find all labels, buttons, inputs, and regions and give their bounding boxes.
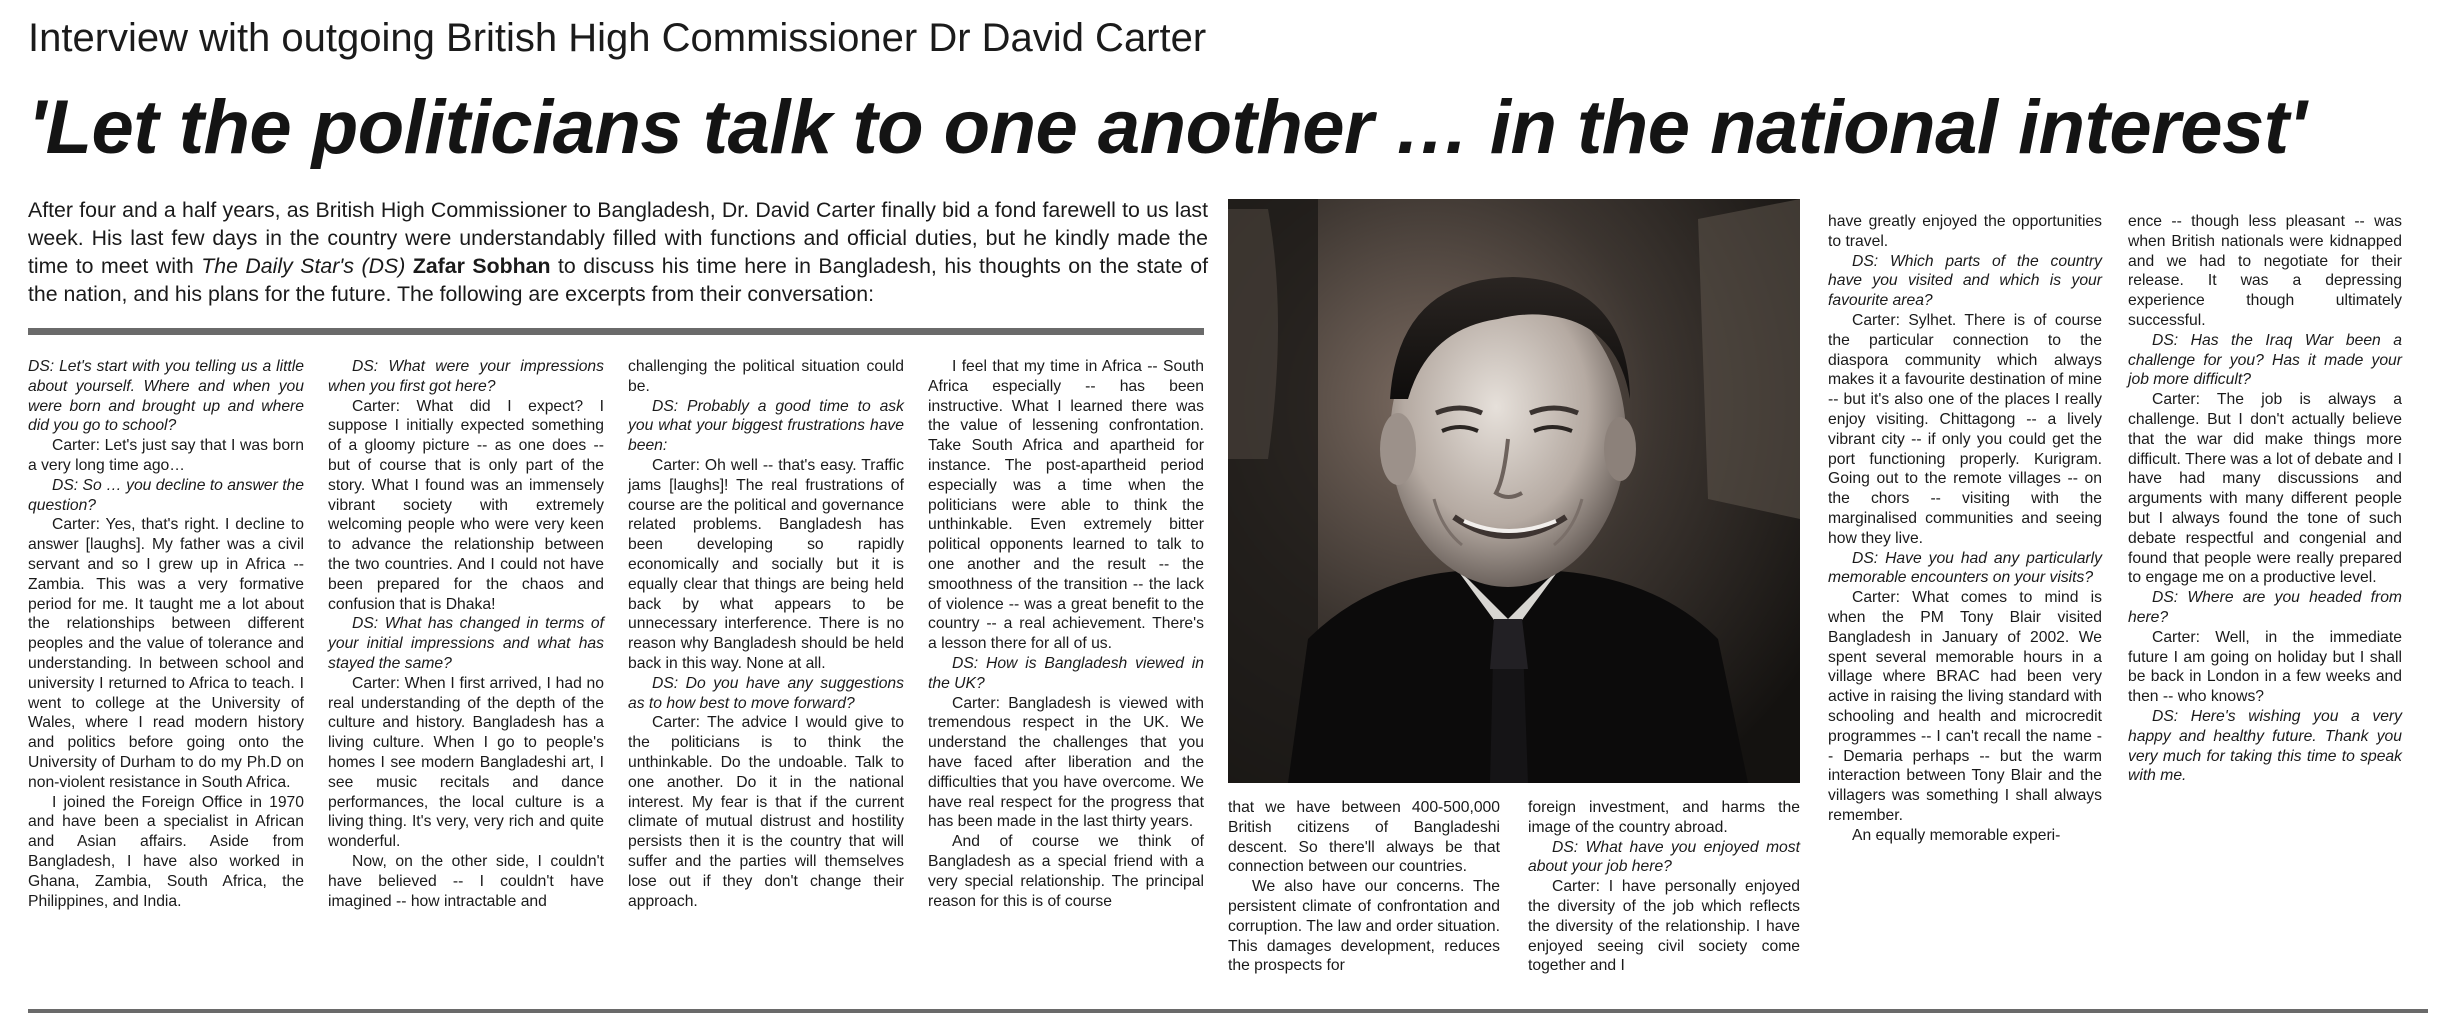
answer-text: Carter: Oh well -- that's easy. Traffic jams [laughs]! The real frustrations of course are the political and governance related problems. Bangladesh has been developing so rapidly economically and socially but it is equally clear that things are being held back by what appears to be unnecessary interference. There is no reason why Bangladesh should be held back in this way. None at all. (628, 456, 904, 672)
article-column-1 (28, 357, 304, 911)
answer-text: And of course we think of Bangladesh as a special friend with a very special relationship. The principal reason for this is of course (928, 833, 1204, 910)
answer-text: have greatly enjoyed the opportunities to travel. (1828, 213, 2102, 250)
question-text: DS: Have you had any particularly memorable encounters on your visits? (1828, 549, 2102, 587)
answer-text: Carter: Yes, that's right. I decline to answer [laughs]. My father was a civil servant and so I grew up in Africa -- Zambia. This was a very formative period for me. It taught me a lot about the relationships between different peoples and the value of tolerance and understanding. In between school and university I returned to Africa to teach. I went to college at the University of Wales, where I read modern history and politics before going onto the University of Durham to do my Ph.D on non-violent resistance in South Africa. (28, 516, 304, 791)
answer-text: Carter: The job is always a challenge. But I don't actually believe that the war did make things more difficult. There was a lot of debate and I have had many discussions and arguments with many different people but I always found the tone of such debate respectful and congenial and found that people were really prepared to engage me on a productive level. (2128, 391, 2402, 587)
question-text: DS: Has the Iraq War been a challenge for you? Has it made your job more difficult? (2128, 331, 2402, 389)
answer-text: Now, on the other side, I couldn't have believed -- I couldn't have imagined -- how intractable and (328, 852, 604, 910)
question-text: DS: What have you enjoyed most about your job here? (1528, 838, 1800, 876)
answer-text: Carter: Well, in the immediate future I am going on holiday but I shall be back in London in a few weeks and then -- who knows? (2128, 628, 2402, 706)
answer-text: that we have between 400-500,000 British citizens of Bangladeshi descent. So there'll always be that connection between our countries. (1228, 799, 1500, 876)
headline: 'Let the politicians talk to one another … in the national interest' (28, 85, 2307, 170)
article-column-7 (1828, 212, 2102, 846)
article-column-4 (928, 357, 1204, 911)
answer-text: An equally memorable experi- (1852, 826, 2061, 844)
answer-text: Carter: What did I expect? I suppose I initially expected something of a gloomy picture -- as one does -- but of course that is only part of the story. What I found was an immensely vibrant society with extremely welcoming people who were very keen to advance the relationship between the two countries. And I could not have been prepared for the chaos and confusion that is Dhaka! (328, 397, 604, 613)
question-text: DS: Probably a good time to ask you what your biggest frustrations have been: (628, 397, 904, 455)
question-text: DS: Which parts of the country have you visited and which is your favourite area? (1828, 252, 2102, 310)
portrait-photo (1228, 199, 1800, 783)
article-column-2 (328, 357, 604, 911)
question-text: DS: Here's wishing you a very happy and healthy future. Thank you very much for taking this time to speak with me. (2128, 707, 2402, 785)
kicker-line: Interview with outgoing British High Commissioner Dr David Carter (28, 16, 1207, 60)
question-text: DS: So … you decline to answer the question? (28, 476, 305, 514)
portrait-photo-drawing (1228, 199, 1800, 783)
answer-text: Carter: What comes to mind is when the PM Tony Blair visited Bangladesh in January of 2002. We spent several memorable hours in a village where BRAC had been very active in raising the living standard with schooling and health and microcredit programmes -- I can't recall the name -- Demaria perhaps -- but the warm interaction between Tony Blair and the villagers was something I shall always remember. (1828, 589, 2102, 824)
article-column-5 (1228, 798, 1500, 976)
bottom-rule (28, 1009, 2428, 1013)
answer-text: Carter: Bangladesh is viewed with tremendous respect in the UK. We understand the challenges that you have faced after liberation and the difficulties that you have overcome. We have real respect for the progress that has been made in the last thirty years. (928, 694, 1204, 831)
question-text: DS: What has changed in terms of your initial impressions and what has stayed the same? (328, 615, 604, 672)
top-rule (28, 328, 1204, 335)
question-text: DS: Where are you headed from here? (2128, 589, 2402, 626)
article-column-8 (2128, 212, 2402, 786)
intro-paragraph (28, 196, 1208, 308)
answer-text: Carter: I have personally enjoyed the diversity of the job which reflects the diversity of the relationship. I have enjoyed seeing civil society come together and I (1528, 878, 1800, 975)
intro-text-2: to discuss his time here in Bangladesh, his thoughts on the state of the nation, and his plans for the future. The following are excerpts from their conversation: (28, 254, 1208, 306)
question-text: DS: What were your impressions when you first got here? (328, 358, 604, 395)
publication-name: The Daily Star's (DS) (201, 254, 406, 278)
question-text: DS: Do you have any suggestions as to how best to move forward? (628, 674, 904, 712)
interviewer-name: Zafar Sobhan (412, 254, 551, 278)
question-text: DS: How is Bangladesh viewed in the UK? (928, 654, 1204, 692)
answer-text: ence -- though less pleasant -- was when British nationals were kidnapped and we had to negotiate for their release. It was a depressing experience though ultimately successful. (2128, 213, 2402, 329)
article-column-6 (1528, 798, 1800, 976)
question-text: DS: Let's start with you telling us a little about yourself. Where and when you were born and brought up and where did you go to school? (28, 358, 304, 435)
answer-text: Carter: The advice I would give to the politicians is to think the unthinkable. Do the undoable. Talk to one another. Do it in the national interest. My fear is that if the current climate of mutual distrust and hostility persists then it is the country that will suffer and the parties will themselves lose out if they don't change their approach. (628, 714, 904, 910)
answer-text: challenging the political situation could be. (628, 358, 904, 395)
answer-text: foreign investment, and harms the image of the country abroad. (1528, 799, 1800, 836)
answer-text: I joined the Foreign Office in 1970 and have been a specialist in African and Asian affairs. Aside from Bangladesh, I have also worked in Ghana, Zambia, South Africa, the Philippines, and India. (28, 793, 304, 910)
answer-text: I feel that my time in Africa -- South Africa especially -- has been instructive. What I learned there was the value of lessening confrontation. Take South Africa and apartheid for instance. The post-apartheid period especially was a time when the politicians were able to think the unthinkable. Even extremely bitter political opponents learned to talk to one another and the result -- the smoothness of the transition -- the lack of violence -- was a great benefit to the country -- a real achievement. There's a lesson there for all of us. (928, 358, 1204, 653)
article-column-3 (628, 357, 904, 911)
answer-text: Carter: When I first arrived, I had no real understanding of the depth of the culture and history. Bangladesh has a living culture. When I go to people's homes I see modern Bangladeshi art, I see music recitals and dance performances, the local culture is a living thing. It's very, very rich and quite wonderful. (328, 674, 604, 851)
intro-text-1: After four and a half years, as British High Commissioner to Bangladesh, Dr. David Carter finally bid a fond farewell to us last week. His last few days in the country were understandably filled with functions and official duties, but he kindly made the time to meet with (28, 198, 1208, 278)
answer-text: Carter: Let's just say that I was born a very long time ago… (28, 437, 304, 474)
answer-text: Carter: Sylhet. There is of course the particular connection to the diaspora community which always makes it a favourite destination of mine -- but it's also one of the places I really enjoy visiting. Chittagong -- a lively vibrant city -- if only you could get the port functioning properly. Kurigram. Going out to the remote villages -- on the chors -- visiting with the marginalised communities and seeing how they live. (1828, 311, 2102, 547)
answer-text: We also have our concerns. The persistent climate of confrontation and corruption. The law and order situation. This damages development, reduces the prospects for (1228, 878, 1500, 975)
